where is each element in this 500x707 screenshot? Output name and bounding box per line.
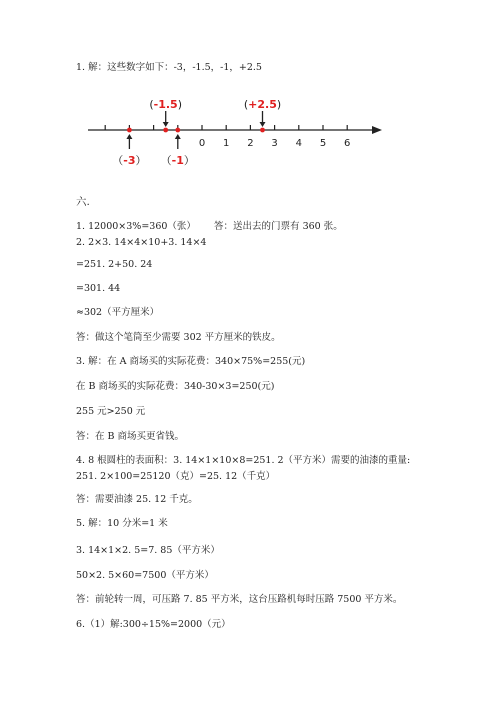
tick-label: 5 (319, 138, 327, 149)
number-line-ticks (105, 125, 350, 149)
paren-close: ） (183, 154, 195, 167)
solution-line: 1. 12000×3%=360（张） 答：送出去的门票有 360 张。 (76, 221, 343, 232)
paren-close: ) (276, 98, 282, 111)
point-label (161, 154, 195, 167)
pointer-arrowhead (175, 134, 181, 139)
point-marker (175, 128, 180, 133)
solution-line: ≈302（平方厘米） (76, 307, 160, 318)
tick-label: 1 (223, 138, 230, 149)
pointer-arrowhead (126, 134, 132, 139)
number-line-marks (112, 98, 281, 167)
point-annotation (149, 98, 182, 127)
solution-line: 5. 解：10 分米=1 米 (76, 518, 168, 529)
paren-close: ） (135, 154, 147, 167)
solution-line: 答：前轮转一周，可压路 7. 85 平方米，这台压路机每时压路 7500 平方米。 (76, 594, 403, 605)
solution-line: 3. 解：在 A 商场买的实际花费：340×75%=255(元) (76, 356, 306, 367)
tick-label: 3 (271, 138, 278, 149)
pointer-arrowhead (163, 122, 169, 127)
paren-close: ) (177, 98, 183, 111)
solution-line: 251. 2×100=25120（克）=25. 12（千克） (76, 471, 276, 482)
paren-open: （ (112, 154, 124, 167)
point-annotation (112, 134, 146, 167)
solution-line: 255 元>250 元 (76, 406, 146, 417)
solution-line-numbers: 1. 解：这些数字如下：-3，-1.5，-1，+2.5 (76, 62, 262, 73)
point-value: +2.5 (248, 98, 277, 111)
solution-line: 答：做这个笔筒至少需要 302 平方厘米的铁皮。 (76, 332, 281, 343)
point-value: -3 (123, 154, 136, 167)
tick-label: 4 (295, 138, 302, 149)
point-marker (260, 128, 265, 133)
solution-line: 6.（1）解:300÷15%=2000（元） (76, 619, 231, 630)
paren-open: ( (243, 98, 249, 111)
number-line (0, 0, 500, 180)
point-marker (163, 128, 168, 133)
point-label (244, 98, 281, 111)
pointer-arrowhead (260, 122, 266, 127)
solution-line: 在 B 商场买的实际花费：340-30×3=250(元) (76, 381, 275, 392)
paren-open: （ (160, 154, 172, 167)
point-label (149, 98, 182, 111)
section-heading-six: 六. (76, 196, 90, 208)
solution-line: 答：在 B 商场买更省钱。 (76, 431, 185, 442)
point-label (112, 154, 146, 167)
tick-label: 6 (344, 138, 351, 149)
point-value: -1 (171, 154, 184, 167)
point-annotation (244, 98, 281, 127)
solution-line: 50×2. 5×60=7500（平方米） (76, 570, 214, 581)
solution-line: =251. 2+50. 24 (76, 259, 153, 270)
solution-line: 4. 8 根圆柱的表面积：3. 14×1×10×8=251. 2（平方米）需要的油漆的重量: (76, 455, 411, 466)
solution-line: =301. 44 (76, 283, 121, 294)
point-marker (127, 128, 132, 133)
solution-line: 3. 14×1×2. 5=7. 85（平方米） (76, 545, 220, 556)
point-value: -1.5 (153, 98, 178, 111)
solution-line: 2. 2×3. 14×4×10+3. 14×4 (76, 237, 207, 248)
solution-line: 答：需要油漆 25. 12 千克。 (76, 494, 198, 505)
tick-label: 0 (198, 138, 206, 149)
point-annotation (161, 134, 195, 167)
tick-label: 2 (247, 138, 254, 149)
paren-open: ( (149, 98, 154, 111)
number-line-arrowhead (372, 126, 382, 134)
